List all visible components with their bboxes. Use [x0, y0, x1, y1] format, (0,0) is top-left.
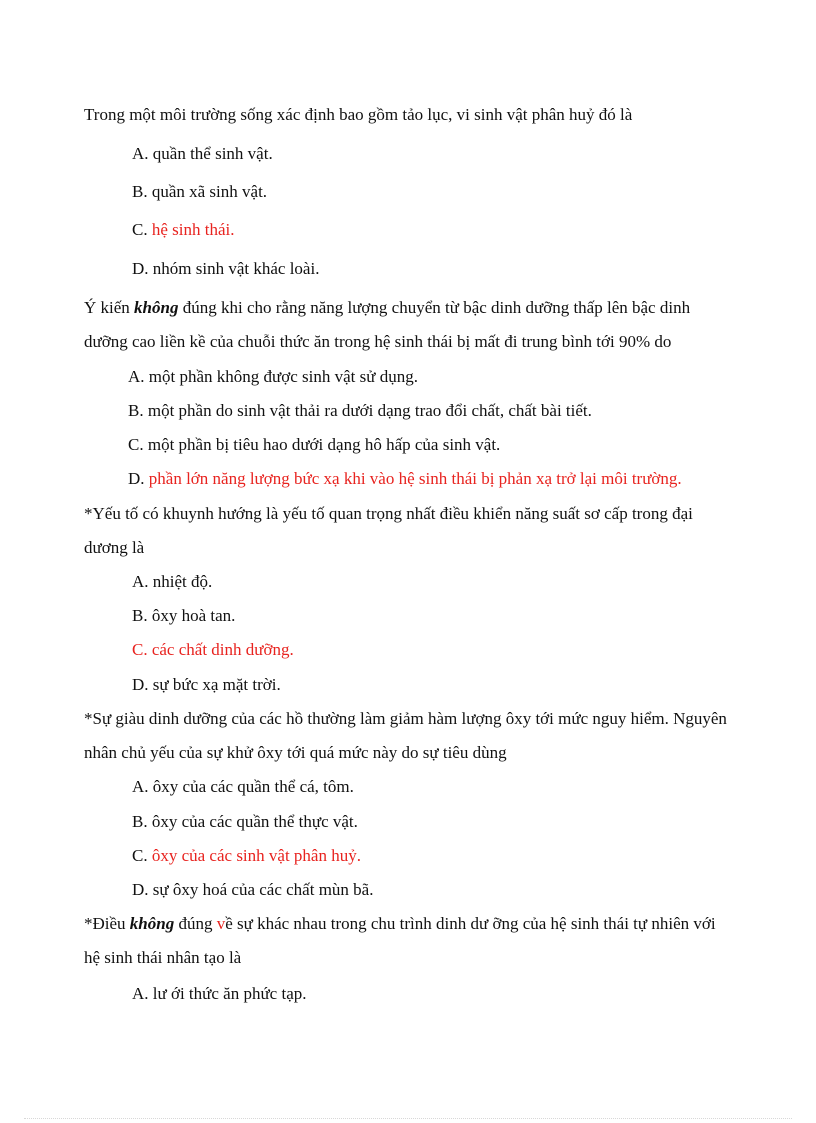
answer-highlight: phần lớn năng lượng bức xạ khi vào hệ sinh thái bị phản xạ trở lại môi trường. — [148, 469, 682, 488]
q3-option-d: D. sự bức xạ mặt trời. — [132, 675, 281, 694]
emphasis-keyword: không — [129, 914, 175, 933]
answer-highlight: hệ sinh thái. — [151, 220, 235, 239]
question-3-stem-line1: *Yếu tố có khuynh hướng là yếu tố quan trọng nhất điều khiển năng suất sơ cấp trong đại — [84, 504, 693, 523]
question-4-stem-line1: *Sự giàu dinh dưỡng của các hồ thường làm giảm hàm lượng ôxy tới mức nguy hiểm. Nguyên — [84, 709, 727, 728]
q4-option-a: A. ôxy của các quần thể cá, tôm. — [132, 777, 354, 796]
question-2-stem-line2: dưỡng cao liền kề của chuỗi thức ăn trong hệ sinh thái bị mất đi trung bình tới 90% do — [84, 332, 672, 351]
question-1-stem: Trong một môi trường sống xác định bao gồm tảo lục, vi sinh vật phân huỷ đó là — [84, 105, 633, 124]
q1-option-c-answer: C. hệ sinh thái. — [132, 220, 235, 239]
question-5-stem-line1: *Điều không đúng về sự khác nhau trong chu trình dinh dư ỡng của hệ sinh thái tự nhiên với — [84, 914, 716, 933]
q2-option-d-answer: D. phần lớn năng lượng bức xạ khi vào hệ sinh thái bị phản xạ trở lại môi trường. — [128, 469, 682, 488]
q2-option-a: A. một phần không được sinh vật sử dụng. — [128, 367, 418, 386]
q4-option-c-answer: C. ôxy của các sinh vật phân huỷ. — [132, 846, 361, 865]
q4-option-d: D. sự ôxy hoá của các chất mùn bã. — [132, 880, 374, 899]
q5-option-a: A. lư ới thức ăn phức tạp. — [132, 984, 307, 1003]
q1-option-d: D. nhóm sinh vật khác loài. — [132, 259, 320, 278]
answer-highlight: ôxy của các sinh vật phân huỷ. — [151, 846, 361, 865]
page-footer-divider — [24, 1118, 792, 1119]
emphasis-keyword: không — [134, 298, 179, 317]
q1-option-b: B. quần xã sinh vật. — [132, 182, 268, 201]
q2-option-c: C. một phần bị tiêu hao dưới dạng hô hấp của sinh vật. — [128, 435, 501, 454]
q3-option-b: B. ôxy hoà tan. — [132, 606, 236, 625]
q4-option-b: B. ôxy của các quần thể thực vật. — [132, 812, 358, 831]
question-2-stem-line1: Ý kiến không đúng khi cho rằng năng lượng chuyển từ bậc dinh dưỡng thấp lên bậc dinh — [84, 298, 691, 317]
question-3-stem-line2: dương là — [84, 538, 145, 557]
q3-option-c-answer: C. các chất dinh dưỡng. — [132, 640, 294, 659]
question-5-stem-line2: hệ sinh thái nhân tạo là — [84, 948, 242, 967]
q1-option-a: A. quần thể sinh vật. — [132, 144, 273, 163]
q3-option-a: A. nhiệt độ. — [132, 572, 213, 591]
q2-option-b: B. một phần do sinh vật thải ra dưới dạng trao đổi chất, chất bài tiết. — [128, 401, 592, 420]
question-4-stem-line2: nhân chủ yếu của sự khử ôxy tới quá mức này do sự tiêu dùng — [84, 743, 507, 762]
answer-highlight: các chất dinh dưỡng. — [151, 640, 294, 659]
